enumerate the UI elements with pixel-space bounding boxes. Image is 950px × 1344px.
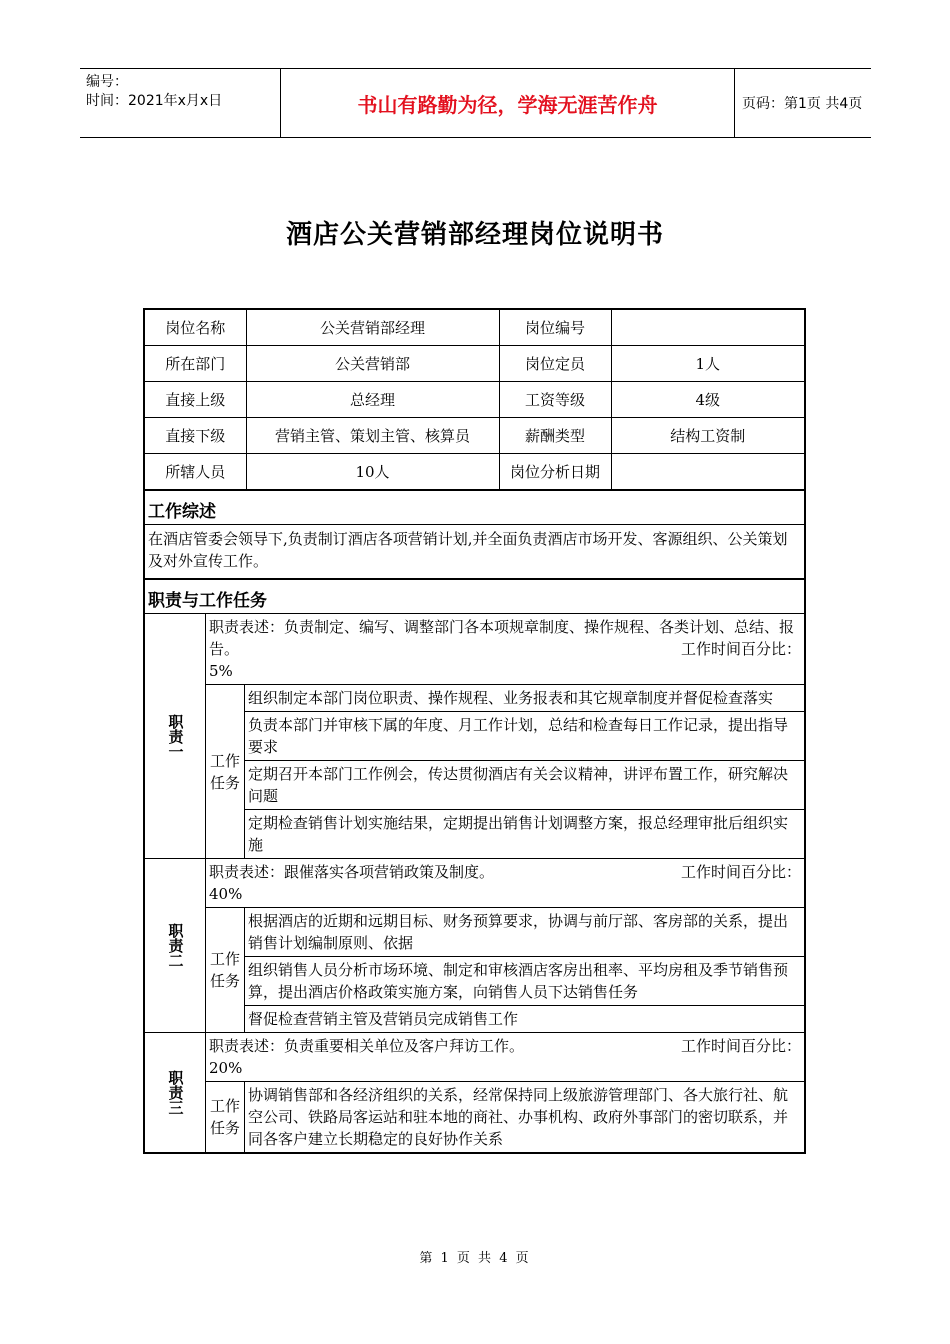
time-percent-value: 5% (209, 662, 233, 680)
task-label: 工作 任务 (206, 908, 245, 1032)
info-label: 工资等级 (499, 382, 611, 418)
task-item: 督促检查营销主管及营销员完成销售工作 (245, 1005, 804, 1032)
info-label: 薪酬类型 (499, 418, 611, 454)
time-percent-label: 工作时间百分比： (680, 1037, 801, 1055)
info-row (145, 418, 804, 454)
summary-text: 在酒店管委会领导下,负责制订酒店各项营销计划,并全面负责酒店市场开发、客源组织、公关策划及对外宣传工作。 (145, 525, 804, 580)
header-meta (86, 73, 276, 111)
document-title: 酒店公关营销部经理岗位说明书 (285, 220, 664, 250)
info-value: 10人 (246, 454, 499, 490)
duty-statement-block (206, 1033, 804, 1081)
task-item: 组织制定本部门岗位职责、操作规程、业务报表和其它规章制度并督促检查落实 (248, 689, 774, 707)
duty-block (145, 614, 804, 858)
time-percent-label: 工作时间百分比： (680, 640, 801, 658)
basic-info-table (145, 310, 804, 490)
info-label: 所辖人员 (145, 454, 246, 490)
summary-heading: 工作综述 (145, 490, 804, 525)
info-row (145, 346, 804, 382)
number-label: 编号： (86, 74, 128, 90)
task-section (206, 907, 804, 1032)
task-list (245, 908, 804, 1032)
info-value: 结构工资制 (611, 418, 804, 454)
info-value: 总经理 (246, 382, 499, 418)
info-label: 岗位编号 (499, 310, 611, 346)
info-value (611, 310, 804, 346)
duty-label: 职责二 (145, 859, 206, 1032)
info-label: 岗位定员 (499, 346, 611, 382)
page-info: 页码：第1页 共4页 (742, 96, 863, 112)
duty-body (206, 859, 804, 1032)
info-value (611, 454, 804, 490)
task-item: 组织销售人员分析市场环境、制定和审核酒店客房出租率、平均房租及季节销售预算，提出酒店价格政策实施方案，向销售人员下达销售任务 (245, 956, 804, 1005)
task-item: 协调销售部和各经济组织的关系，经常保持同上级旅游管理部门、各大旅行社、航空公司、铁路局客运站和驻本地的商社、办事机构、政府外事部门的密切联系，并同各客户建立长期稳定的良好协作关系 (248, 1086, 789, 1148)
time-percent-label: 工作时间百分比： (680, 863, 801, 881)
duty-statement: 职责表述：跟催落实各项营销政策及制度。 (209, 863, 495, 881)
duty-statement-block (206, 614, 804, 684)
duty-label: 职责一 (145, 614, 206, 858)
task-label: 工作 任务 (206, 1082, 245, 1152)
info-value: 公关营销部经理 (246, 310, 499, 346)
duty-block (145, 1032, 804, 1152)
task-section (206, 684, 804, 858)
duty-label: 职责三 (145, 1033, 206, 1152)
info-label: 所在部门 (145, 346, 246, 382)
info-label: 直接下级 (145, 418, 246, 454)
task-label: 工作 任务 (206, 685, 245, 858)
info-value: 公关营销部 (246, 346, 499, 382)
task-section (206, 1081, 804, 1152)
job-description-table (143, 308, 806, 1154)
task-list (245, 685, 804, 858)
info-row (145, 454, 804, 490)
task-item: 负责本部门并审核下属的年度、月工作计划，总结和检查每日工作记录，提出指导要求 (245, 711, 804, 760)
info-row (145, 382, 804, 418)
info-value: 营销主管、策划主管、核算员 (246, 418, 499, 454)
duties-list (145, 614, 804, 1152)
time-label: 时间：2021年x月x日 (86, 93, 223, 109)
info-label: 岗位分析日期 (499, 454, 611, 490)
duty-statement: 职责表述：负责制定、编写、调整部门各本项规章制度、操作规程、各类计划、总结、报告。 (209, 618, 795, 658)
info-value: 4级 (611, 382, 804, 418)
duties-heading: 职责与工作任务 (145, 580, 804, 614)
header-slogan: 书山有路勤为径，学海无涯苦作舟 (280, 69, 735, 137)
duty-body (206, 1033, 804, 1152)
time-percent-value: 40% (209, 885, 243, 903)
duty-block (145, 858, 804, 1032)
page-footer: 第 1 页 共 4 页 (419, 1251, 531, 1266)
task-item: 定期检查销售计划实施结果，定期提出销售计划调整方案，报总经理审批后组织实施 (245, 809, 804, 858)
duty-body (206, 614, 804, 858)
task-list (245, 1082, 804, 1152)
info-value: 1人 (611, 346, 804, 382)
info-row (145, 310, 804, 346)
info-label: 岗位名称 (145, 310, 246, 346)
time-percent-value: 20% (209, 1059, 243, 1077)
task-item: 根据酒店的近期和远期目标、财务预算要求，协调与前厅部、客房部的关系，提出销售计划编制原则、依据 (248, 912, 789, 952)
info-label: 直接上级 (145, 382, 246, 418)
task-item: 定期召开本部门工作例会，传达贯彻酒店有关会议精神，讲评布置工作，研究解决问题 (245, 760, 804, 809)
duty-statement: 职责表述：负责重要相关单位及客户拜访工作。 (209, 1037, 525, 1055)
duty-statement-block (206, 859, 804, 907)
page-header (80, 68, 871, 138)
